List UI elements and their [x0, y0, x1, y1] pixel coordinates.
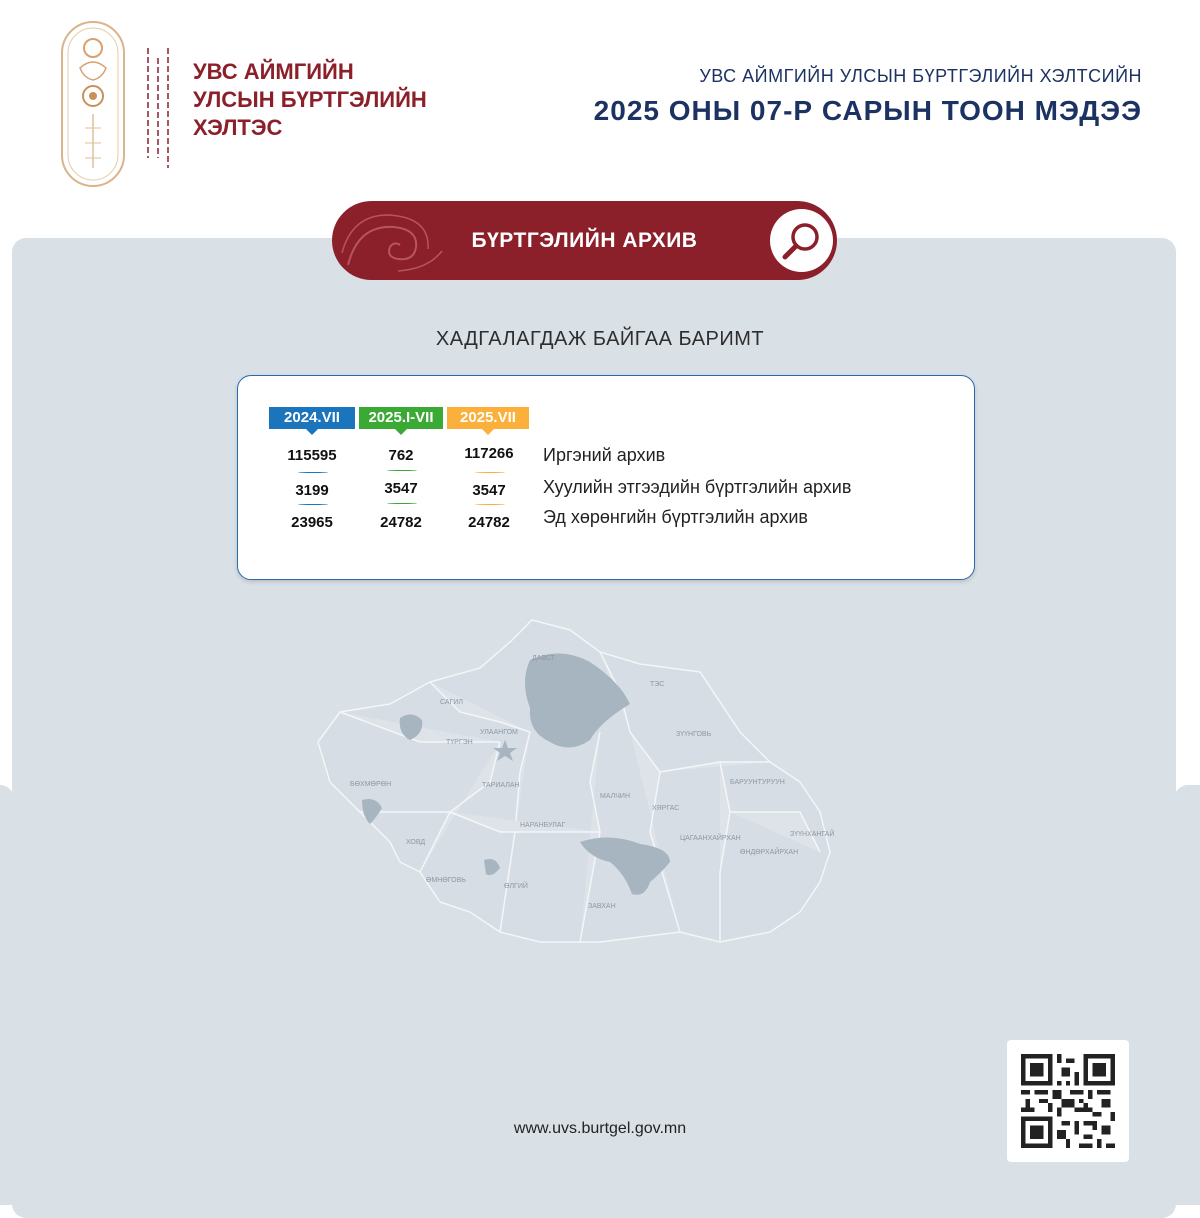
map-label-naranbulag: НАРАНБУЛАГ	[520, 822, 566, 829]
map-label-tsagaankhairkhan: ЦАГААНХАЙРХАН	[680, 835, 741, 842]
map-label-tarialan: ТАРИАЛАН	[482, 782, 520, 789]
map-label-undurkhairkhan: ӨНДӨРХАЙРХАН	[740, 849, 799, 856]
organization-name	[193, 58, 453, 142]
row-3-value-2025-ytd: 24782	[380, 514, 422, 531]
map-label-baruunturuun: БАРУУНТУРУУН	[730, 779, 785, 786]
map-label-davst: ДАВСТ	[532, 655, 555, 662]
map-label-ulgii: ӨЛГИЙ	[504, 883, 528, 890]
map-label-turgen: ТҮРГЭН	[446, 739, 473, 746]
panel-side-decoration-right	[1174, 785, 1200, 1205]
row-separator	[387, 503, 417, 504]
map-label-bokhmoron: БӨХМӨРӨН	[350, 781, 392, 788]
map-label-zuunkhangai: ЗҮҮНХАНГАЙ	[790, 831, 835, 838]
section-banner	[332, 201, 837, 280]
map-label-zuungovi: ЗҮҮНГОВЬ	[676, 731, 712, 738]
map-label-zavkhan: ЗАВХАН	[588, 903, 616, 910]
report-header	[542, 66, 1142, 127]
uvs-province-map	[300, 612, 860, 952]
row-separator	[298, 472, 328, 473]
row-3-label: Эд хөрөнгийн бүртгэлийн архив	[543, 507, 808, 527]
row-1-value-2025-ytd: 762	[388, 447, 414, 464]
panel-side-decoration-left	[0, 785, 14, 1205]
map-label-khyargas: ХЯРГАС	[652, 805, 680, 812]
row-3-value-2025-vii: 24782	[468, 514, 510, 531]
row-1-value-2024: 115595	[287, 447, 337, 464]
map-label-tes: ТЭС	[650, 681, 665, 688]
row-separator	[387, 470, 417, 471]
row-2-value-2025-vii: 3547	[472, 482, 506, 499]
row-separator	[298, 504, 328, 505]
report-subtitle: УВС АЙМГИЙН УЛСЫН БҮРТГЭЛИЙН ХЭЛТСИЙН	[699, 66, 1142, 86]
map-label-sagil: САГИЛ	[440, 699, 463, 706]
org-name-line-2: УЛСЫН БҮРТГЭЛИЙН	[193, 87, 427, 112]
org-name-line-1: УВС АЙМГИЙН	[193, 59, 354, 84]
period-tag-2025-vii: 2025.VII	[447, 407, 529, 429]
row-2-value-2024: 3199	[295, 482, 329, 499]
period-tag-2024-vii: 2024.VII	[269, 407, 355, 429]
row-1-label: Иргэний архив	[543, 445, 666, 465]
map-label-khovd: ХОВД	[406, 839, 426, 846]
qr-code[interactable]	[1007, 1040, 1129, 1162]
magnifier-icon	[770, 209, 833, 272]
map-label-ulaangom: УЛААНГОМ	[480, 729, 518, 736]
report-title: 2025 ОНЫ 07-Р САРЫН ТООН МЭДЭЭ	[593, 95, 1142, 126]
map-label-umnogovi: ӨМНӨГОВЬ	[426, 877, 466, 884]
map-label-malchin: МАЛЧИН	[600, 793, 630, 800]
row-2-value-2025-ytd: 3547	[384, 480, 418, 497]
row-separator	[475, 472, 505, 473]
row-3-value-2024: 23965	[291, 514, 333, 531]
row-separator	[475, 504, 505, 505]
row-1-value-2025-vii: 117266	[464, 445, 514, 462]
banner-title: БҮРТГЭЛИЙН АРХИВ	[471, 229, 698, 252]
organization-emblem	[58, 18, 178, 190]
org-name-line-3: ХЭЛТЭС	[193, 115, 283, 140]
section-title: ХАДГАЛАГДАЖ БАЙГАА БАРИМТ	[435, 328, 765, 350]
website-url[interactable]: www.uvs.burtgel.gov.mn	[513, 1120, 687, 1137]
archive-data-card	[237, 375, 975, 580]
period-tag-2025-i-vii: 2025.I-VII	[359, 407, 443, 429]
row-2-label: Хуулийн этгээдийн бүртгэлийн архив	[543, 477, 852, 497]
